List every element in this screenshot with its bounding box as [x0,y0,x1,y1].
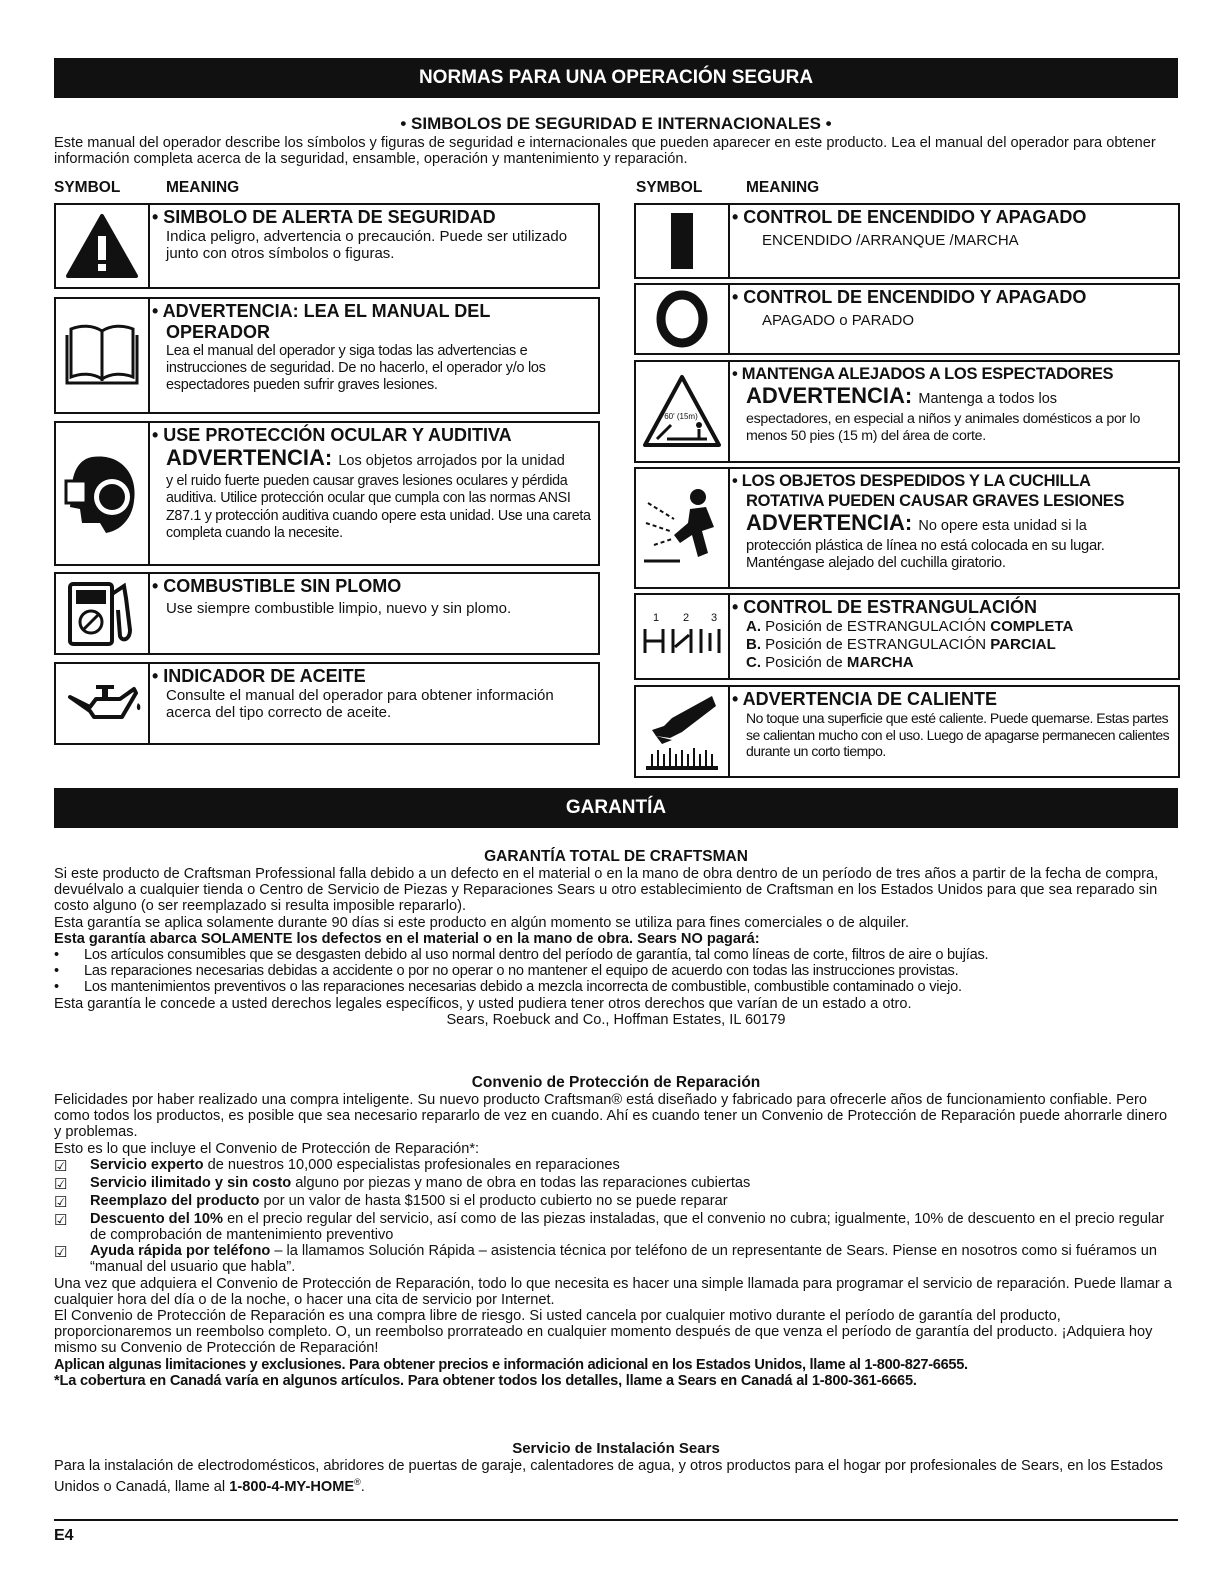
warranty-address: Sears, Roebuck and Co., Hoffman Estates, IL 60179 [446,1011,786,1028]
alert-triangle-icon [56,205,150,287]
eye-adv-rest: Los objetos arrojados por la unidad [338,453,565,469]
alert-title: • SIMBOLO DE ALERTA DE SEGURIDAD [152,207,496,227]
protection-p1: Felicidades por haber realizado una compra inteligente. Su nuevo producto Craftsman® está diseñado y fabricado para ofrecerle años de funcionamiento confiable. Pero como todos los productos, es posible que sea necesario repararlo de vez en cuando. Ahí es cuando tener un Convenio de Protección de Reparación puede ahorrarle dinero y problemas. [54,1092,1168,1141]
helmet-icon [56,423,150,564]
protection-item [54,1175,1178,1193]
open-book-icon [56,299,150,412]
warranty-bullet [54,947,1178,963]
oil-can-icon [56,664,150,743]
item-text: en el precio regular del servicio, así como de las piezas instaladas, que el convenio no cubra; igualmente, 10% de descuento en el precio regular de comprobación de mantenimiento preventivo [90,1210,1165,1244]
col-symbol-left: SYMBOL [54,179,121,196]
warranty-p2: Esta garantía se aplica solamente durante 90 días si este producto en algún momento se utiliza para fines comerciales o de alquiler. [54,914,910,931]
bystander-adv-label: ADVERTENCIA: [746,383,913,408]
safety-banner: NORMAS PARA UNA OPERACIÓN SEGURA [54,58,1178,98]
symbols-title: • SIMBOLOS DE SEGURIDAD E INTERNACIONALES • [400,114,832,133]
fuel-pump-icon [56,574,150,653]
choke-title: • CONTROL DE ESTRANGULACIÓN [732,597,1037,617]
bystander-adv-rest: Mantenga a todos los [918,391,1058,407]
warranty-bullet-text: Los artículos consumibles que se desgasten debido al uso normal dentro del período de garantía, tal como líneas de corte, filtros de aire o bujías. [84,947,989,964]
off-title: • CONTROL DE ENCENDIDO Y APAGADO [732,287,1087,307]
choke-b-bold: PARCIAL [990,636,1056,653]
protection-p3: Una vez que adquiera el Convenio de Protección de Reparación, todo lo que necesita es hacer una simple llamada para programar el servicio de reparación. Puede llamar a cualquier hora del día o de la noche, o hacer una cita de servicio por Internet. [54,1275,1172,1308]
manual-title-1: • ADVERTENCIA: LEA EL MANUAL DEL [152,301,491,321]
item-bold: Servicio experto [90,1156,204,1173]
protection-p2: Esto es lo que incluye el Convenio de Protección de Reparación*: [54,1140,480,1157]
symbols-intro: Este manual del operador describe los símbolos y figuras de seguridad e internacionales que pueden aparecer en este producto. Lea el manual del operador para obtener información completa acerca de la seguridad, ensamble, operación y mantenimiento y reparación. [54,135,1156,168]
warranty-bullet [54,963,1178,979]
install-text-block [54,1458,1178,1495]
install-end: . [360,1479,365,1496]
off-glyph-icon [636,285,730,353]
warranty-p3: Esta garantía abarca SOLAMENTE los defectos en el material o en la mano de obra. Sears NO pagará: [54,930,760,947]
item-text: alguno por piezas y mano de obra en todas las reparaciones cubiertas [291,1174,751,1191]
on-glyph-icon [636,205,730,277]
eye-title: • USE PROTECCIÓN OCULAR Y AUDITIVA [152,425,512,445]
protection-bold-2: *La cobertura en Canadá varía en algunos artículos. Para obtener todos los detalles, llame a Sears en Canadá al 1-800-361-6665. [54,1372,917,1389]
protection-heading: Convenio de Protección de Reparación [471,1074,761,1091]
checkbox-icon: ☑ [54,1193,68,1211]
footer-rule [54,1519,1178,1521]
choke-b-label: B. [746,636,761,653]
choke-num-2: 2 [683,611,690,624]
item-bold: Ayuda rápida por teléfono [90,1243,271,1260]
thrown-body: protección plástica de línea no está colocada en su lugar. Manténgase alejado del cuchilla giratorio. [746,538,1105,571]
bystander-box [634,360,1180,463]
thrown-objects-box [634,467,1180,589]
on-body: ENCENDIDO /ARRANQUE /MARCHA [762,232,1019,249]
warranty-bullet [54,979,1178,995]
bystander-title: • MANTENGA ALEJADOS A LOS ESPECTADORES [732,365,1114,383]
choke-a-text: Posición de ESTRANGULACIÓN [765,618,987,635]
bullet-mark: • [54,963,60,980]
col-symbol-right: SYMBOL [636,179,703,196]
choke-a-bold: COMPLETA [990,618,1074,635]
eye-body: y el ruido fuerte pueden causar graves lesiones oculares y pérdida auditiva. Utilice protección ocular que cumpla con las normas ANSI Z87.1 y protección auditiva cuando opere esta unidad. Use una careta completa cuando la necesite. [166,473,591,542]
fuel-box [54,572,600,655]
oil-title: • INDICADOR DE ACEITE [152,666,366,686]
checkbox-icon: ☑ [54,1211,68,1229]
manual-body: Lea el manual del operador y siga todas las advertencias e instrucciones de seguridad. De no hacerlo, el operador y/o los espectadores pueden sufrir graves lesiones. [166,343,546,393]
thrown-title-2: ROTATIVA PUEDEN CAUSAR GRAVES LESIONES [746,492,1125,510]
warranty-heading: GARANTÍA TOTAL DE CRAFTSMAN [484,848,748,865]
warranty-bullet-text: Los mantenimientos preventivos o las reparaciones necesarias debido a mezcla incorrecta de combustible, combustible contaminado o viejo. [84,979,962,996]
item-bold: Reemplazo del producto [90,1192,260,1209]
col-meaning-left: MEANING [166,179,240,196]
item-bold: Descuento del 10% [90,1210,224,1227]
item-text: de nuestros 10,000 especialistas profesionales en reparaciones [203,1156,620,1173]
page-number: E4 [54,1527,74,1544]
warranty-p1: Si este producto de Craftsman Professional falla debido a un defecto en el material o en la mano de obra dentro de un período de tres años a partir de la fecha de compra, devuélvalo a cualquier tienda o Centro de Servicio de Piezas y Reparaciones Sears u otro establecimiento de Craftsman en los Estados Unidos para que sea reparado sin costo alguno (o ser reemplazado si resulta imposible repararlo). [54,866,1159,915]
protection-item [54,1211,1178,1243]
hot-surface-icon [636,687,730,776]
bullet-mark: • [54,947,60,964]
hot-surface-box [634,685,1180,778]
choke-c-label: C. [746,654,761,671]
choke-num-3: 3 [711,611,718,624]
checkbox-icon: ☑ [54,1175,68,1193]
protection-bold-1: Aplican algunas limitaciones y exclusiones. Para obtener precios e información adicional en los Estados Unidos, llame al 1-800-827-6655. [54,1356,968,1373]
bystander-triangle-icon [636,362,730,461]
bullet-mark: • [54,979,60,996]
install-phone: 1-800-4-MY-HOME [229,1479,355,1496]
fuel-body: Use siempre combustible limpio, nuevo y sin plomo. [166,600,512,617]
oil-box [54,662,600,745]
warranty-p4: Esta garantía le concede a usted derechos legales específicos, y usted pudiera tener otros derechos que varían de un estado a otro. [54,995,912,1012]
choke-num-1: 1 [653,611,660,624]
thrown-objects-icon [636,469,730,587]
thrown-title-1: • LOS OBJETOS DESPEDIDOS Y LA CUCHILLA [732,472,1091,490]
on-control-box [634,203,1180,279]
install-reg: ® [354,1477,361,1488]
install-text: Para la instalación de electrodomésticos, abridores de puertas de garaje, calentadores de agua, y otros productos para el hogar por profesionales de Sears, en los Estados Unidos o Canadá, llame al [54,1458,1163,1496]
bystander-body: espectadores, en especial a niños y animales domésticos a por lo menos 50 pies (15 m) del área de corte. [746,411,1141,444]
item-text: – la llamamos Solución Rápida – asistencia técnica por teléfono de un representante de Sears. Piense en nosotros como si fuéramos un “manual del usuario que habla”. [90,1243,1157,1276]
hot-title: • ADVERTENCIA DE CALIENTE [732,689,997,709]
checkbox-icon: ☑ [54,1244,68,1262]
fuel-title: • COMBUSTIBLE SIN PLOMO [152,576,402,596]
install-heading: Servicio de Instalación Sears [512,1440,720,1457]
item-bold: Servicio ilimitado y sin costo [90,1174,292,1191]
protection-item [54,1243,1178,1275]
off-control-box [634,283,1180,355]
choke-c-bold: MARCHA [846,654,914,671]
choke-a-label: A. [746,618,761,635]
on-title: • CONTROL DE ENCENDIDO Y APAGADO [732,207,1087,227]
choke-c-text: Posición de [765,654,843,671]
protection-p4: El Convenio de Protección de Reparación es una compra libre de riesgo. Si usted cancela por cualquier motivo durante el período de garantía del producto, proporcionaremos un reembolso completo. O, un reembolso prorrateado en cualquier momento después de que venza el período de garantía del producto. ¡Adquiera hoy mismo su Convenio de Protección de Reparación! [54,1308,1153,1357]
choke-b-text: Posición de ESTRANGULACIÓN [765,636,987,653]
thrown-adv-label: ADVERTENCIA: [746,510,913,535]
warranty-banner: GARANTÍA [54,788,1178,828]
choke-box [634,593,1180,680]
warranty-bullet-text: Las reparaciones necesarias debidas a accidente o por no operar o no mantener el equipo de acuerdo con todas las instrucciones provistas. [84,963,959,980]
bystander-distance-label: 60' (15m) [664,411,698,421]
manual-title-2: OPERADOR [166,322,271,342]
choke-positions-icon [636,595,730,678]
thrown-adv-rest: No opere esta unidad si la [918,518,1087,534]
hot-body: No toque una superficie que esté caliente. Puede quemarse. Estas partes se calientan mucho con el uso. Luego de apagarse permanecen calientes durante un corto tiempo. [746,710,1170,759]
protection-item [54,1193,1178,1211]
off-body: APAGADO o PARADO [762,312,914,329]
checkbox-icon: ☑ [54,1157,68,1175]
item-text: por un valor de hasta $1500 si el producto cubierto no se puede reparar [259,1192,728,1209]
alert-body: Indica peligro, advertencia o precaución. Puede ser utilizado junto con otros símbolos o figuras. [166,228,568,262]
manual-symbol-box [54,297,600,414]
col-meaning-right: MEANING [746,179,820,196]
eye-ear-box [54,421,600,566]
eye-adv-label: ADVERTENCIA: [166,445,333,470]
alert-symbol-box [54,203,600,289]
oil-body: Consulte el manual del operador para obtener información acerca del tipo correcto de aceite. [166,687,554,721]
protection-item [54,1157,1178,1175]
